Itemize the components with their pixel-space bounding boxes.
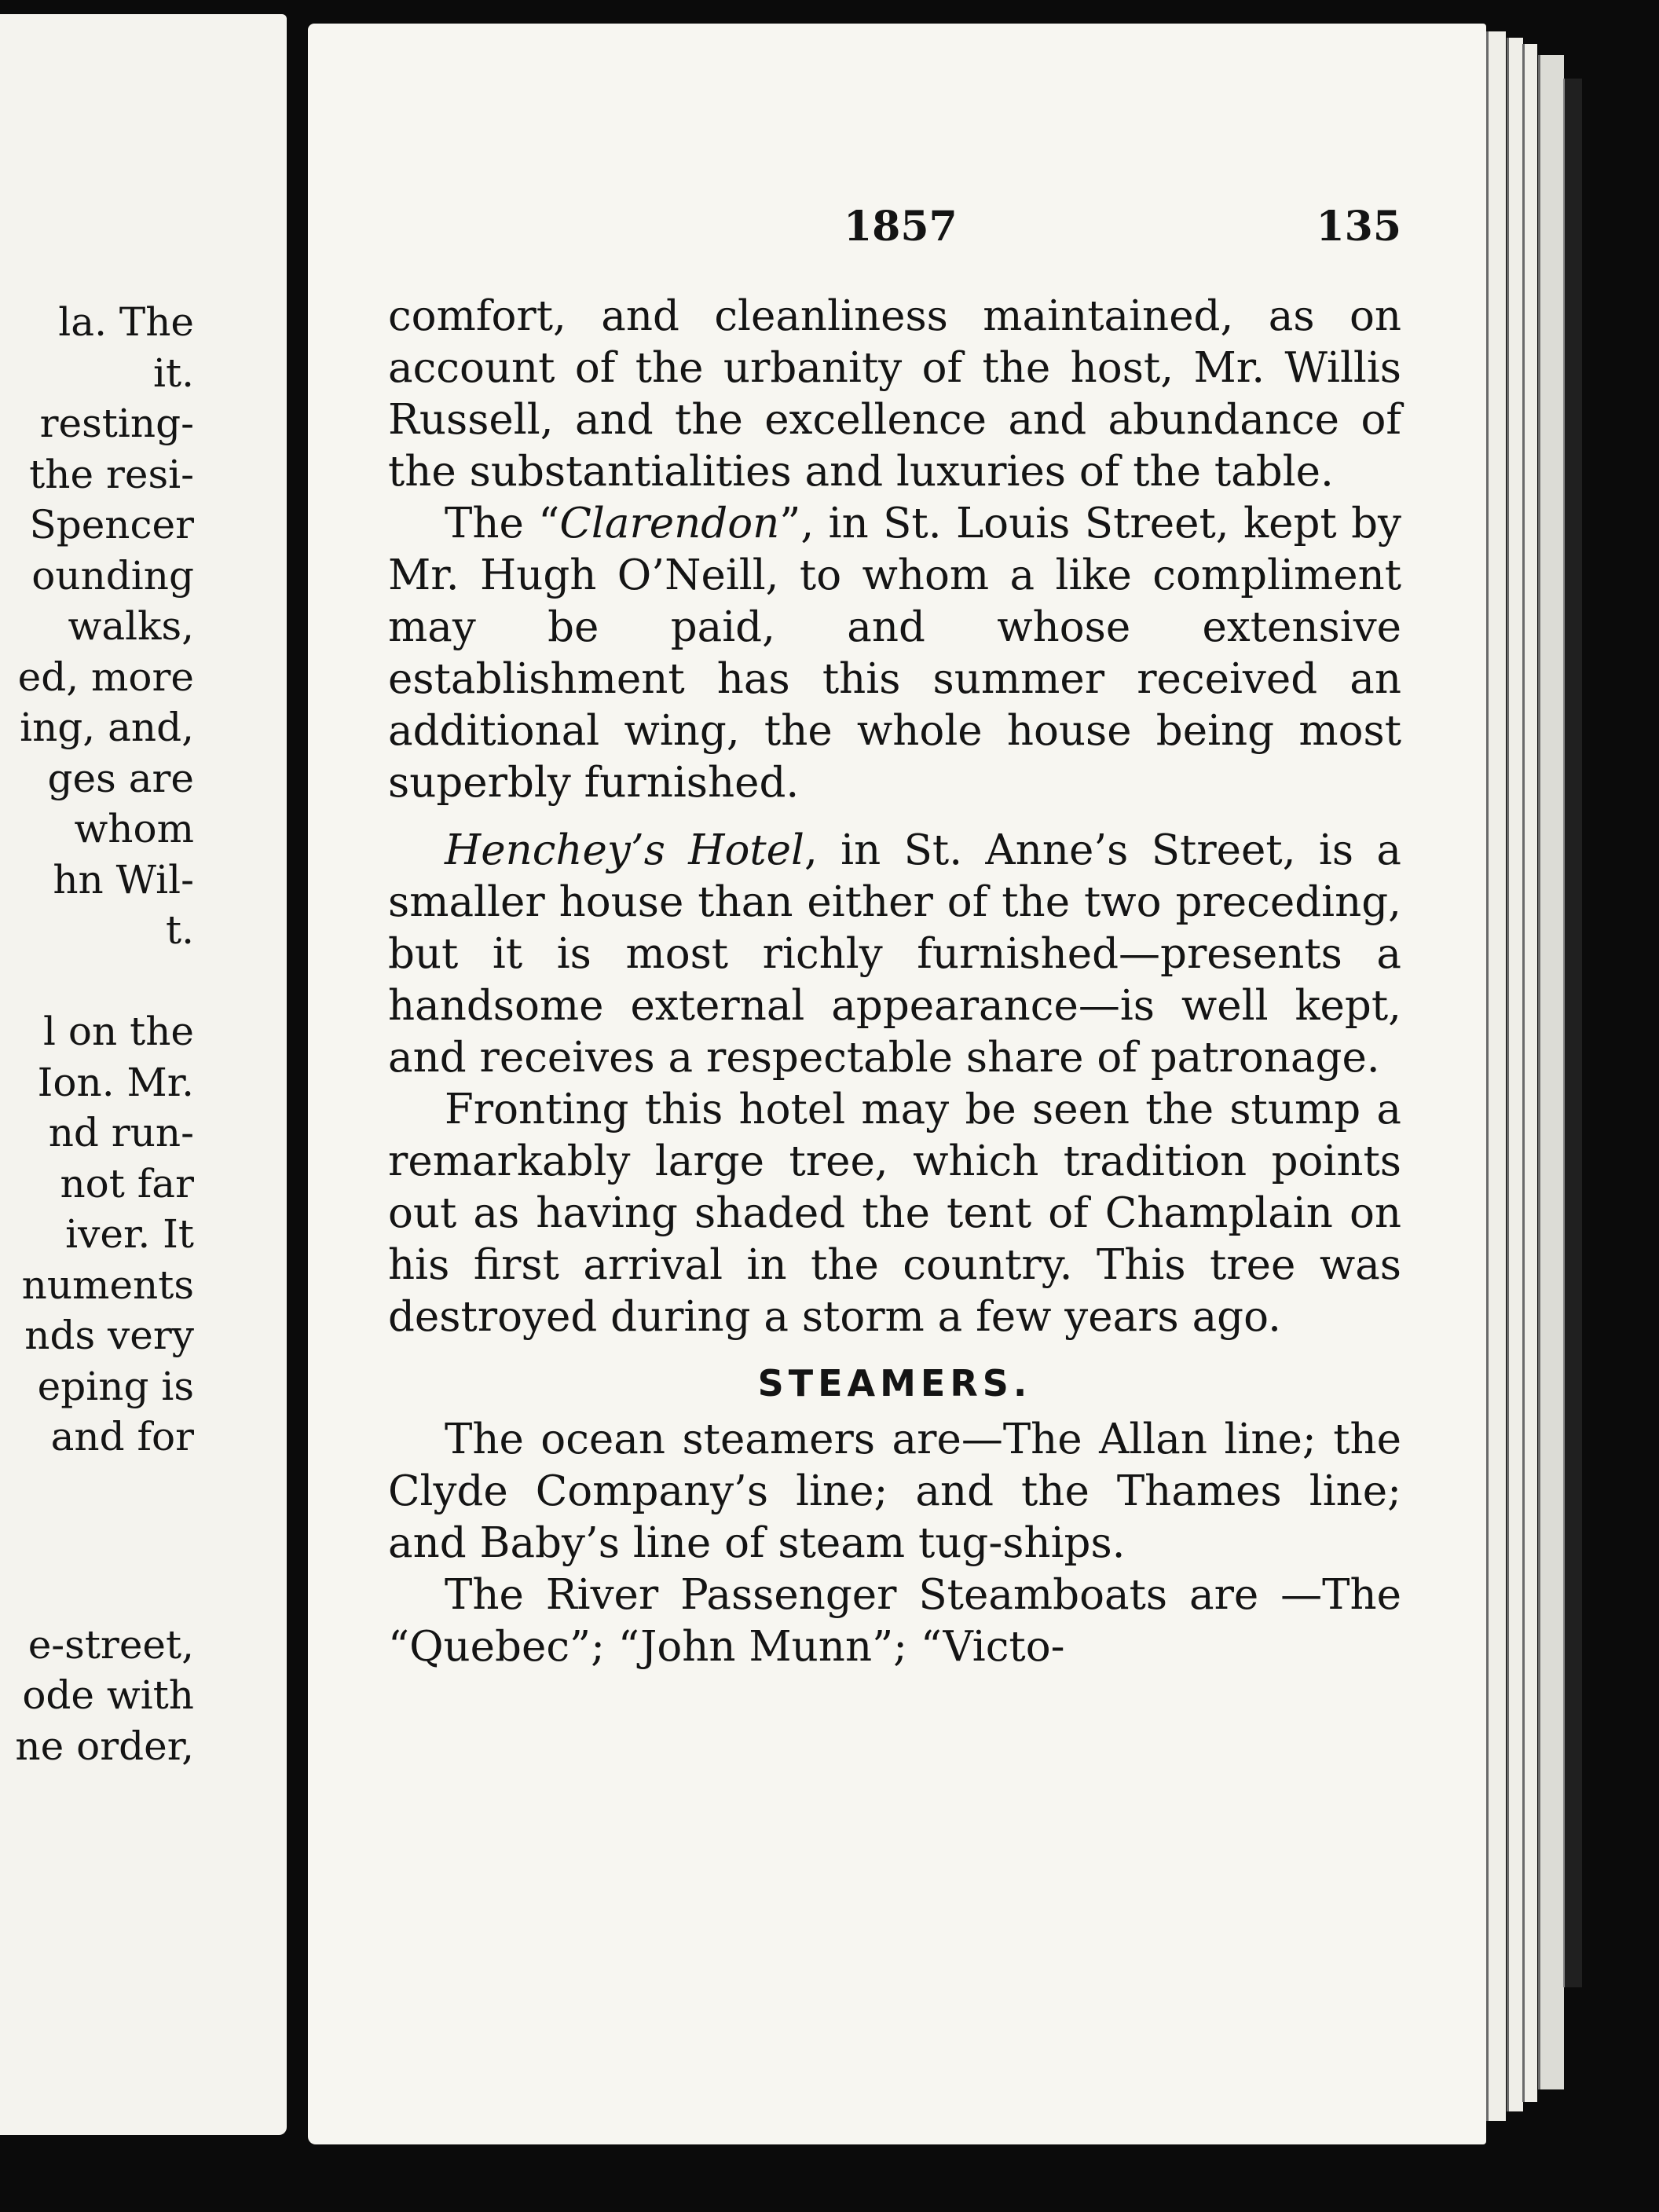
page-edges: [1486, 31, 1506, 2121]
left-line: ing, and,: [20, 705, 194, 750]
left-line: iver. It: [65, 1211, 194, 1257]
left-page: [0, 14, 287, 2135]
left-line: t.: [166, 907, 194, 953]
left-line: the resi-: [29, 451, 194, 497]
left-line: la. The: [58, 299, 194, 345]
paragraph: comfort, and cleanliness maintained, as on account of the urbanity of the host, Mr. Willis Russell, and the excellence and abundance of the substantialities and luxuries of the table.: [388, 292, 1401, 496]
left-line: hn Wil-: [53, 856, 194, 903]
page-number: 135: [1316, 203, 1401, 251]
left-line: it.: [153, 350, 194, 396]
left-line-blank: [0, 1463, 194, 1620]
page-body: [388, 291, 1401, 1673]
left-line: resting-: [39, 401, 194, 446]
text-run: ”, in St. Louis Street, kept by Mr. Hugh O’Neill, to whom a like compliment may be paid, and whose extensive establishment has this summer received an additional wing, the whole house being most superbly furnished.: [388, 500, 1401, 807]
left-page-text: [0, 297, 287, 1771]
paragraph: The River Passenger Steamboats are —The “Quebec”; “John Munn”; “Victo-: [388, 1571, 1401, 1671]
left-line: nd run-: [48, 1110, 194, 1155]
hotel-name: Henchey’s Hotel: [445, 826, 804, 874]
page-edges: [1522, 44, 1537, 2102]
text-run: , in St. Anne’s Street, is a smaller house than either of the two preceding, but it is most richly furnished—presents a handsome external appearance—is well kept, and receives a respectable share of patronage.: [388, 826, 1401, 1082]
left-line-blank: [0, 956, 194, 1007]
book-spine-edge: [1563, 79, 1582, 1987]
left-line: nds very: [24, 1313, 194, 1358]
header-year: 1857: [844, 203, 958, 251]
left-line: ounding: [31, 552, 194, 599]
paragraph: The ocean steamers are—The Allan line; the Clyde Company’s line; and the Thames line; and Baby’s line of steam tug-ships.: [388, 1415, 1401, 1567]
page-edges: [1507, 38, 1523, 2111]
left-line: Spencer: [29, 502, 194, 548]
left-line: ne order,: [15, 1723, 194, 1769]
section-heading: STEAMERS.: [757, 1362, 1032, 1404]
paragraph: [388, 825, 1401, 1084]
left-line: whom: [74, 806, 194, 851]
left-line: and for: [50, 1414, 194, 1459]
left-line: ges are: [47, 755, 194, 801]
left-line: ode with: [22, 1672, 194, 1718]
left-line: eping is: [37, 1363, 194, 1409]
paragraph: Fronting this hotel may be seen the stump a remarkably large tree, which tradition points out as having shaded the tent of Champlain on his first arrival in the country. This tree was destroyed during a storm a few years ago.: [388, 1086, 1401, 1341]
paragraph: [388, 498, 1401, 809]
left-line: numents: [21, 1262, 194, 1308]
left-line: Ion. Mr.: [37, 1059, 194, 1105]
hotel-name: Clarendon: [559, 500, 780, 548]
left-line: walks,: [68, 603, 194, 649]
text-run: The “: [445, 500, 560, 548]
left-line: e-street,: [27, 1621, 194, 1668]
left-line: l on the: [43, 1009, 194, 1054]
page-edges: [1538, 55, 1564, 2089]
left-line: ed, more: [17, 654, 194, 700]
running-header: [402, 203, 1401, 258]
left-line: not far: [60, 1160, 194, 1207]
